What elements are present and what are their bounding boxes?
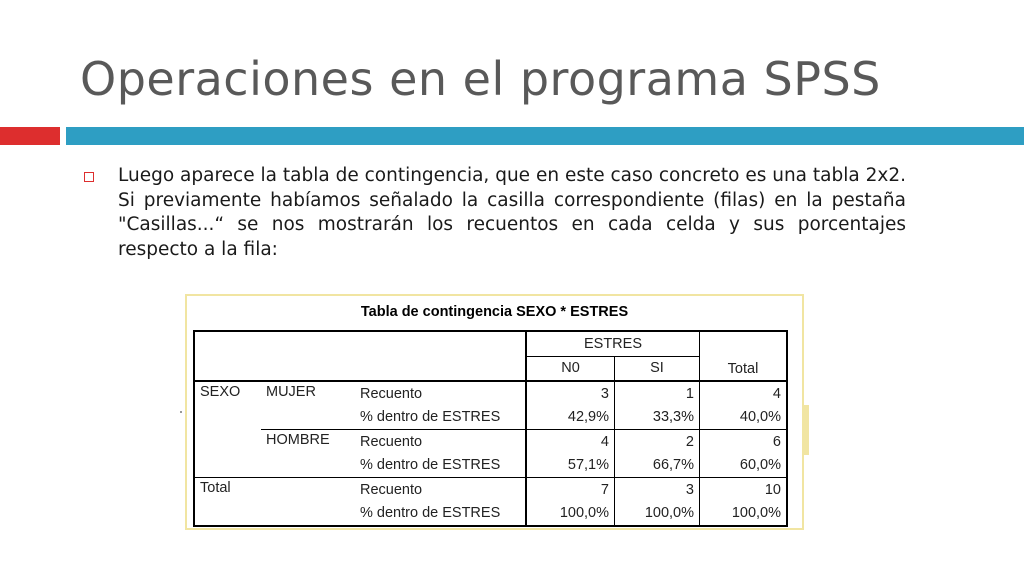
cell-value: 2 [615, 430, 700, 454]
bullet-square-icon [84, 172, 94, 182]
cell-value: 60,0% [739, 457, 781, 474]
header-estres: ESTRES [526, 331, 700, 356]
header-total [700, 331, 788, 381]
header-row-1 [194, 331, 787, 356]
header-total-label: Total [727, 361, 759, 377]
row-mujer [261, 381, 355, 430]
cell-value: 7 [526, 478, 615, 502]
body-paragraph: Luego aparece la tabla de contingencia, que en este caso concreto es una tabla 2x2. Si previamente habíamos señalado la casilla correspondiente (filas) en la pestaña "Casillas...“ se nos mostrarán los recuentos en cada celda y sus porcentajes respecto a la fila: [118, 165, 906, 260]
stat-label: % dentro de ESTRES [355, 502, 526, 527]
cell-value: 3 [526, 381, 615, 406]
accent-bar-red [0, 127, 60, 145]
stat-label: Recuento [355, 478, 526, 502]
cell-value: 100,0% [526, 502, 615, 527]
cell-value: 1 [615, 381, 700, 406]
stat-label: % dentro de ESTRES [355, 406, 526, 430]
hombre-label: HOMBRE [266, 432, 330, 448]
contingency-table-frame [185, 294, 804, 530]
cell-value: 100,0% [731, 505, 781, 522]
table-title: Tabla de contingencia SEXO * ESTRES [360, 304, 629, 320]
stray-mark [180, 411, 182, 413]
mujer-label: MUJER [266, 384, 316, 400]
row-hombre [261, 430, 355, 478]
cell-value: 6 [700, 430, 788, 454]
stat-label: % dentro de ESTRES [355, 454, 526, 478]
cell-value: 33,3% [615, 406, 700, 430]
row-var-sexo [194, 381, 261, 478]
slide-title: Operaciones en el programa SPSS [80, 52, 881, 106]
cell-value: 3 [615, 478, 700, 502]
table-row [194, 430, 787, 454]
header-no: N0 [526, 356, 615, 381]
stat-label: Recuento [355, 430, 526, 454]
cell-value: 4 [700, 381, 788, 406]
cell-value: 42,9% [526, 406, 615, 430]
cell-value: 4 [526, 430, 615, 454]
cell-value: 57,1% [526, 454, 615, 478]
row-total [194, 478, 355, 527]
table-row [194, 478, 787, 502]
cell-value: 40,0% [739, 409, 781, 426]
header-empty-cell [194, 331, 526, 381]
total-label: Total [200, 480, 231, 496]
cell-value: 66,7% [615, 454, 700, 478]
cell-value: 10 [700, 478, 788, 502]
table-row [194, 381, 787, 406]
header-si: SI [615, 356, 700, 381]
cell-value: 100,0% [615, 502, 700, 527]
accent-bar-blue [66, 127, 1024, 145]
sexo-label: SEXO [200, 384, 241, 400]
stat-label: Recuento [355, 381, 526, 406]
contingency-table [193, 330, 788, 527]
